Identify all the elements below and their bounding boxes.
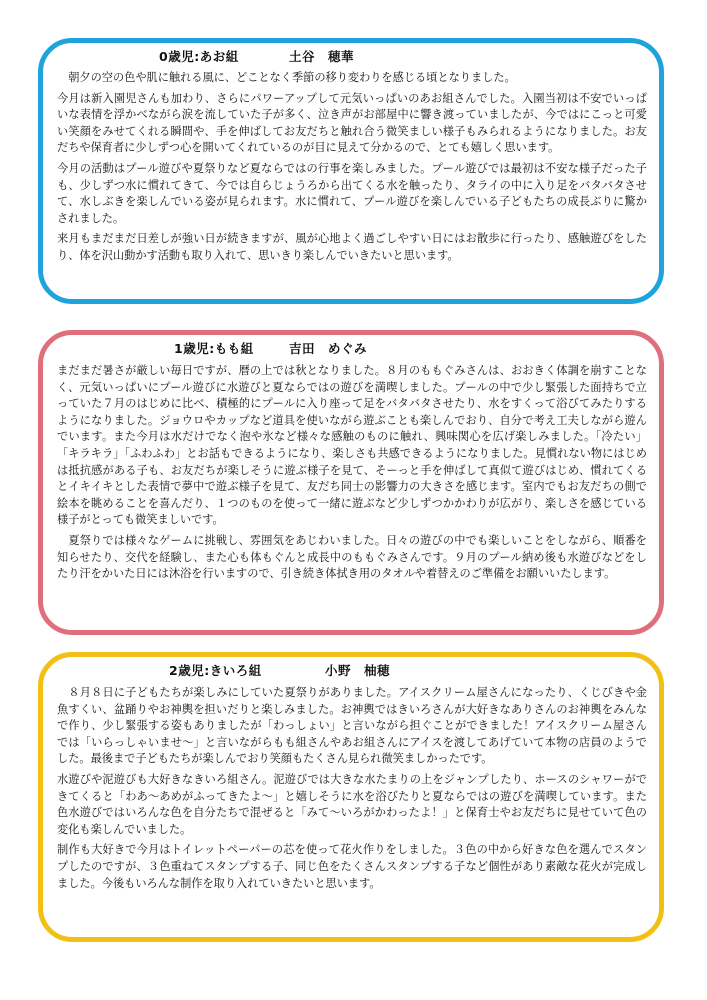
class-name: 1歳児:もも組: [174, 341, 254, 356]
section-body: [57, 70, 647, 269]
paragraph: ８月８日に子どもたちが楽しみにしていた夏祭りがありました。アイスクリーム屋さんになったり、くじびきや金魚すくい、盆踊りやお神輿を担いだりと楽しみました。お神輿ではきいろさんが大好きなありさんのお神輿をみんなで作り、少し緊張する姿もありましたが「わっしょい」と言いながら担ぐことができました！アイスクリーム屋さんでは「いらっしゃいませ～」と言いながらもも組さんやあお組さんにアイスを渡してあげていて本物の店員のようでした。最後まで子どもたちが楽しんでおり笑顔もたくさん見られ微笑ましかったです。: [57, 686, 647, 766]
section-body: [57, 685, 647, 896]
paragraph: 今月の活動はプール遊びや夏祭りなど夏ならではの行事を楽しみました。プール遊びでは最初は不安な様子だった子も、少しずつ水に慣れてきて、今では自らじょうろから出てくる水を触ったり、タライの中に入り足をバタバタさせて、水しぶきを楽しんでいる姿が見られます。水に慣れて、プール遊びを楽しんでいる子どもたちの成長ぶりに驚かされました。: [57, 161, 647, 225]
section-aogumi: [38, 38, 664, 304]
section-momogumi: [38, 330, 664, 635]
paragraph: まだまだ暑さが厳しい毎日ですが、暦の上では秋となりました。８月のももぐみさんは、おおきく体調を崩すことなく、元気いっぱいにプール遊びに水遊びと夏ならではの遊びを満喫しました。プールの中で少し緊張した面持ちで立っていた７月のはじめに比べ、積極的にプールに入り座って足をバタバタさせたり、水をすくって浴びてみたりするようになりました。ジョウロやカップなど道具を使いながら遊ぶことも楽しんでおり、自分で考え工夫しながら遊んでいます。また今月は水だけでなく泡や氷など様々な感触のものに触れ、興味関心を広げ楽しみました。「冷たい」「キラキラ」「ふわふわ」とお話もできるようになり、楽しさも共感できるようになりました。見慣れない物にはじめは抵抗感がある子も、お友だちが楽しそうに遊ぶ様子を見て、そーっと手を伸ばして真似て遊びはじめ、慣れてくるとイキイキとした表情で夢中で遊ぶ様子を見て、友だち同士の影響力の大きさを感じます。室内でもお友だちの側で絵本を眺めることを喜んだり、１つのものを使って一緒に遊ぶなど少しずつかかわりが広がり、楽しさを感じている様子がとっても微笑ましいです。: [57, 364, 647, 527]
paragraph: 来月もまだまだ日差しが強い日が続きますが、風が心地よく過ごしやすい日にはお散歩に行ったり、感触遊びをしたり、体を沢山動かす活動も取り入れて、思いきり楽しんでいきたいと思います。: [57, 232, 647, 262]
teacher-name: 小野 柚穂: [325, 663, 391, 678]
paragraph: 夏祭りでは様々なゲームに挑戦し、雰囲気をあじわいました。日々の遊びの中でも楽しいことをしながら、順番を知らせたり、交代を経験し、また心も体もぐんと成長中のももぐみさんです。９月のプール納め後も水遊びなどをしたり汗をかいた日には沐浴を行いますので、引き続き体拭き用のタオルや着替えのご準備をお願いいたします。: [57, 533, 647, 581]
class-name: 2歳児:きいろ組: [169, 663, 262, 678]
paragraph: 水遊びや泥遊びも大好きなきいろ組さん。泥遊びでは大きな水たまりの上をジャンプしたり、ホースのシャワーができてくると「わあ～あめがふってきたよ～」と嬉しそうに水を浴びたりと夏ならではの遊びを満喫しています。また色水遊びではいろんな色を自分たちで混ぜると「みて～いろがかわったよ！」と保育士やお友だちに見せていて色の変化も楽しんでいました。: [57, 772, 647, 836]
section-body: [57, 363, 647, 587]
teacher-name: 土谷 穂華: [289, 49, 355, 64]
paragraph: 制作も大好きで今月はトイレットペーパーの芯を使って花火作りをしました。３色の中から好きな色を選んでスタンプしたのですが、３色重ねてスタンプする子、同じ色をたくさんスタンプする子など個性があり素敵な花火が完成しました。今後もいろんな制作を取り入れていきたいと思います。: [57, 843, 647, 890]
teacher-name: 吉田 めぐみ: [289, 341, 368, 356]
paragraph: 今月は新入園児さんも加わり、さらにパワーアップして元気いっぱいのあお組さんでした。入園当初は不安でいっぱいな表情を浮かべながら涙を流していた子が多く、泣き声がお部屋中に響き渡っていましたが、今ではにこっと可愛い笑顔をみせてくれる瞬間や、手を伸ばしてお友だちと触れ合う微笑ましい様子もみられるようになりました。お友だちや保育者に少しずつ心を開いてくれているのが目に見えて分かるので、とても嬉しく思います。: [57, 91, 647, 155]
paragraph: 朝夕の空の色や肌に触れる風に、どことなく季節の移り変わりを感じる頃となりました。: [57, 71, 516, 84]
class-name: 0歳児:あお組: [159, 49, 239, 64]
section-kiirogumi: [38, 652, 664, 942]
